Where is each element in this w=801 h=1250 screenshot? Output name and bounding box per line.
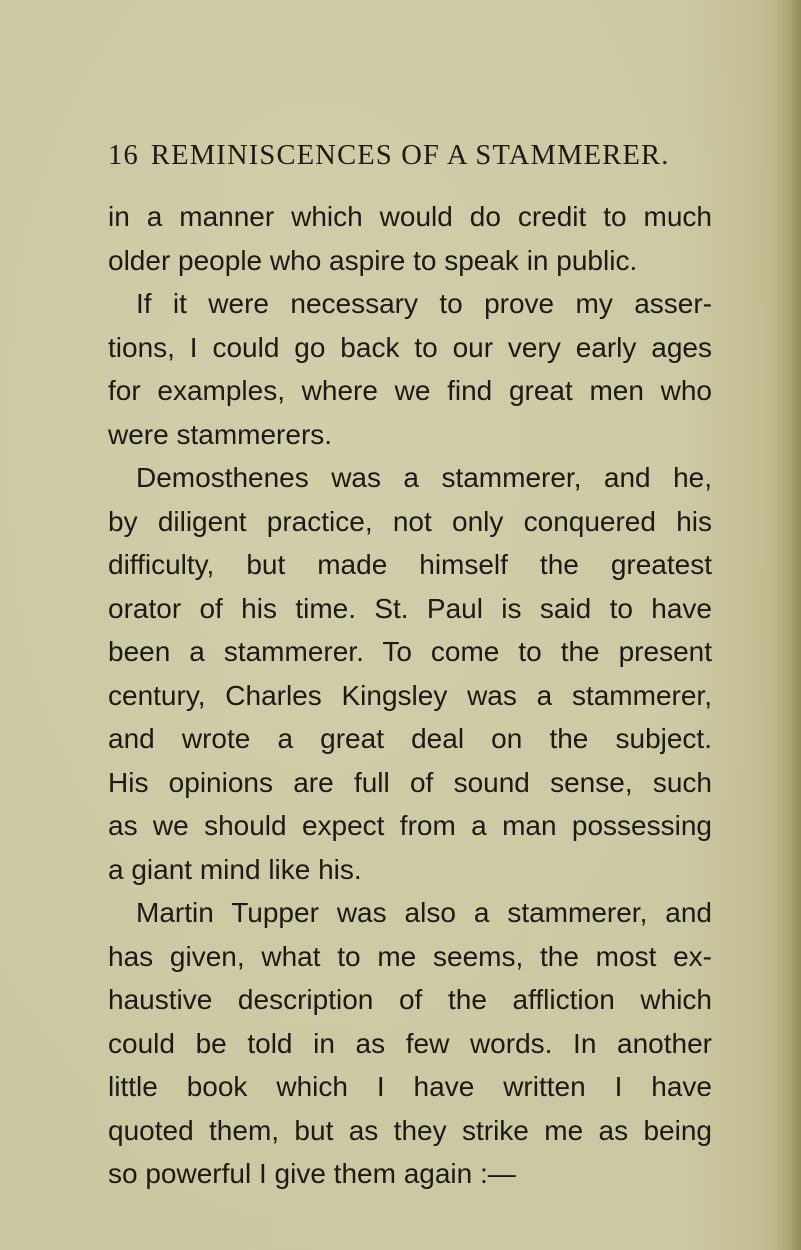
text-line: difficulty, but made himself the greatest bbox=[108, 549, 712, 580]
page-edge-stain bbox=[773, 0, 801, 1250]
text-line: a giant mind like his. bbox=[108, 853, 362, 885]
text-line: orator of his time. St. Paul is said to have bbox=[108, 592, 712, 624]
text-line: If it were necessary to prove my asser- bbox=[136, 288, 712, 319]
text-line: could be told in as few words. In another bbox=[108, 1027, 712, 1059]
text-line: little book which I have written I have bbox=[108, 1071, 712, 1102]
body-text bbox=[108, 195, 712, 1196]
text-line: haustive description of the affliction which bbox=[108, 984, 712, 1015]
text-line: His opinions are full of sound sense, such bbox=[108, 766, 712, 798]
text-line: as we should expect from a man possessing bbox=[108, 810, 712, 841]
text-line: Demosthenes was a stammerer, and he, bbox=[136, 462, 712, 493]
text-line: tions, I could go back to our very early ages bbox=[108, 331, 712, 363]
text-line: quoted them, but as they strike me as being bbox=[108, 1114, 712, 1146]
text-line: for examples, where we find great men who bbox=[108, 375, 712, 406]
running-title: REMINISCENCES OF A STAMMERER. bbox=[150, 140, 670, 171]
text-line: has given, what to me seems, the most ex- bbox=[108, 940, 712, 972]
text-line: been a stammerer. To come to the present bbox=[108, 636, 712, 667]
text-line: so powerful I give them again :— bbox=[108, 1158, 516, 1189]
running-head bbox=[108, 140, 708, 180]
text-line: and wrote a great deal on the subject. bbox=[108, 723, 712, 754]
page-number: 16 bbox=[108, 140, 139, 171]
text-line: were stammerers. bbox=[108, 418, 333, 450]
text-line: in a manner which would do credit to much bbox=[108, 201, 712, 232]
text-line: by diligent practice, not only conquered his bbox=[108, 505, 712, 537]
text-line: older people who aspire to speak in public. bbox=[108, 244, 638, 276]
text-line: century, Charles Kingsley was a stammerer, bbox=[108, 679, 712, 711]
text-line: Martin Tupper was also a stammerer, and bbox=[136, 897, 712, 928]
